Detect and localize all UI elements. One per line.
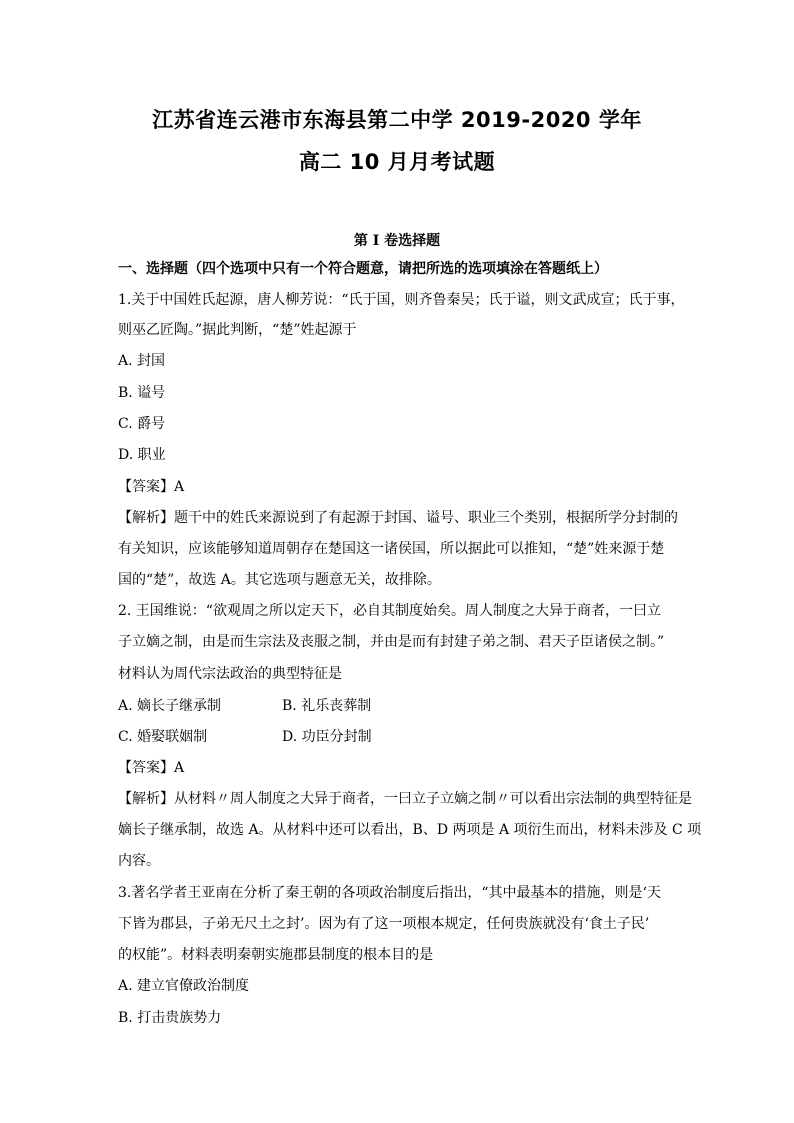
q2-stem-line1: 2. 王国维说：“欲观周之所以定天下，必自其制度始矣。周人制度之大异于商者，一曰立 xyxy=(118,603,661,619)
q3-stem-line1: 3.著名学者王亚南在分析了秦王朝的各项政治制度后指出，“其中最基本的措施，则是‘天 xyxy=(118,885,661,901)
q2-stem-line2: 子立嫡之制，由是而生宗法及丧服之制，并由是而有封建子弟之制、君天子臣诸侯之制。” xyxy=(118,634,665,650)
q1-analysis-line3: 国的“楚”，故选 A。其它选项与题意无关，故排除。 xyxy=(118,572,441,588)
q1-analysis-line1: 【解析】题干中的姓氏来源说到了有起源于封国、谥号、职业三个类别，根据所学分封制的 xyxy=(118,510,678,526)
exam-title-line2: 高二 10 月月考试题 xyxy=(298,150,496,174)
section-heading: 一、选择题（四个选项中只有一个符合题意，请把所选的选项填涂在答题纸上） xyxy=(118,261,608,277)
section-title: 第 I 卷选择题 xyxy=(353,233,441,249)
q1-option-c: C. 爵号 xyxy=(118,416,166,432)
exam-title-line1: 江苏省连云港市东海县第二中学 2019-2020 学年 xyxy=(152,108,642,132)
q3-option-a: A. 建立官僚政治制度 xyxy=(118,978,250,994)
q1-answer: 【答案】A xyxy=(118,479,185,495)
q2-option-a: A. 嫡长子继承制 xyxy=(118,698,222,714)
q2-option-d: D. 功臣分封制 xyxy=(282,729,372,745)
q1-option-a: A. 封国 xyxy=(118,353,166,369)
q2-analysis-line1: 【解析】从材料〃周人制度之大异于商者，一曰立子立嫡之制〃可以看出宗法制的典型特征是 xyxy=(118,791,692,807)
q3-stem-line2: 下皆为郡县，子弟无尺土之封’。因为有了这一项根本规定，任何贵族就没有‘食土子民’ xyxy=(118,916,650,932)
q2-stem-line3: 材料认为周代宗法政治的典型特征是 xyxy=(118,666,342,682)
q1-stem-line2: 则巫乙匠陶。”据此判断，“楚”姓起源于 xyxy=(118,322,357,338)
q3-stem-line3: 的权能”。材料表明秦朝实施郡县制度的根本目的是 xyxy=(118,947,434,963)
q1-stem-line1: 1.关于中国姓氏起源，唐人柳芳说：“氏于国，则齐鲁秦吴；氏于谥，则文武成宣；氏于事， xyxy=(118,292,685,308)
q2-analysis-line2: 嫡长子继承制，故选 A。从材料中还可以看出，B、D 两项是 A 项衍生而出，材料未涉及 C 项 xyxy=(118,822,702,838)
q1-analysis-line2: 有关知识，应该能够知道周朝存在楚国这一诸侯国，所以据此可以推知，“楚”姓来源于楚 xyxy=(118,541,665,557)
q2-analysis-line3: 内容。 xyxy=(118,853,160,869)
q1-option-b: B. 谥号 xyxy=(118,385,166,401)
q2-option-c: C. 婚娶联姻制 xyxy=(118,729,208,745)
q2-option-b: B. 礼乐丧葬制 xyxy=(282,698,372,714)
q2-answer: 【答案】A xyxy=(118,760,185,776)
q1-option-d: D. 职业 xyxy=(118,447,166,463)
q3-option-b: B. 打击贵族势力 xyxy=(118,1010,222,1026)
